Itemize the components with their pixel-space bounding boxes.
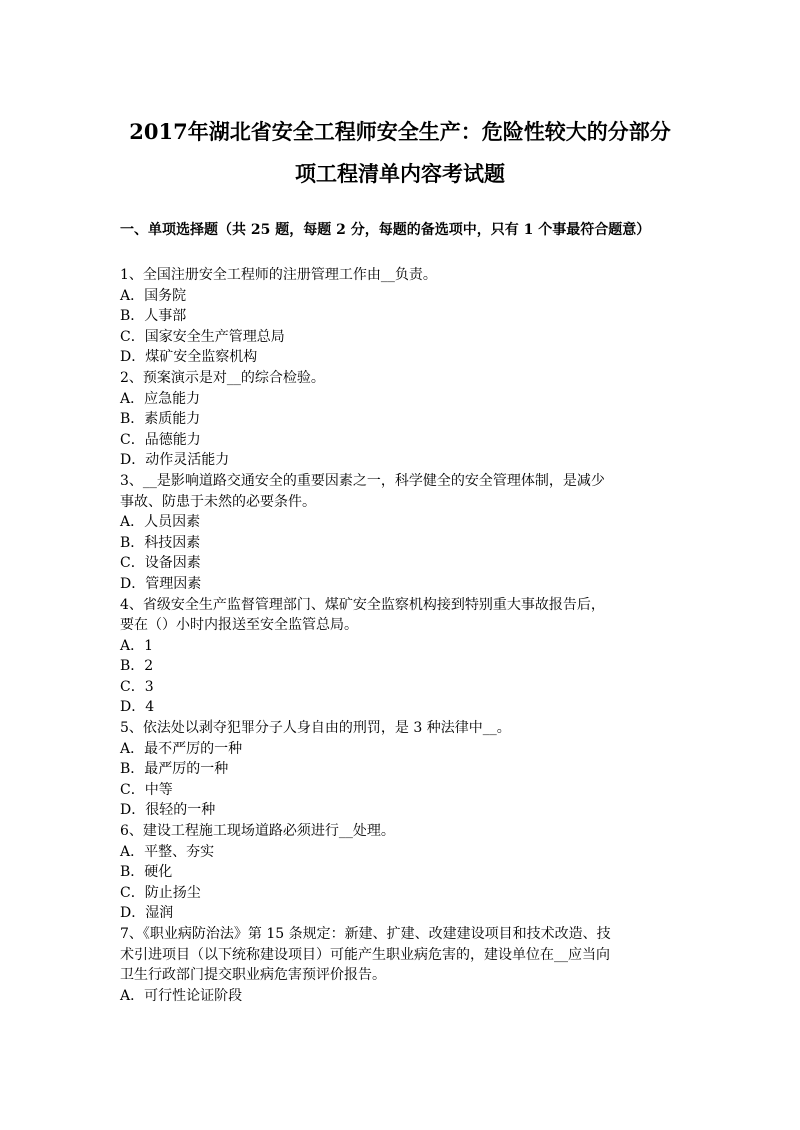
question-3-stem-line-1: 3、__是影响道路交通安全的重要因素之一，科学健全的安全管理体制，是减少 [120,472,605,489]
question-6-option-d: D．湿润 [120,905,174,922]
question-1-option-b: B．人事部 [120,308,187,325]
question-7-stem-line-3: 卫生行政部门提交职业病危害预评价报告。 [120,967,386,984]
question-7-stem-line-2: 术引进项目（以下统称建设项目）可能产生职业病危害的，建设单位在__应当向 [120,946,610,963]
question-1-option-d: D．煤矿安全监察机构 [120,349,258,366]
question-2-stem: 2、预案演示是对__的综合检验。 [120,369,325,386]
question-4-option-c: C．3 [120,678,154,695]
section-heading: 一、单项选择题（共 25 题，每题 2 分，每题的备选项中，只有 1 个事最符合题意） [120,222,651,238]
document-title-line-1: 2017年湖北省安全工程师安全生产：危险性较大的分部分 [129,119,671,144]
question-2-option-b: B．素质能力 [120,411,201,428]
question-list [120,265,690,1006]
question-1-stem: 1、全国注册安全工程师的注册管理工作由__负责。 [120,267,437,283]
question-2-option-d: D．动作灵活能力 [120,452,230,469]
question-5-stem: 5、依法处以剥夺犯罪分子人身自由的刑罚，是 3 种法律中__。 [120,720,511,737]
question-4-stem-line-2: 要在（）小时内报送至安全监管总局。 [120,617,358,634]
question-6-option-b: B．硬化 [120,864,173,881]
question-4-stem-line-1: 4、省级安全生产监督管理部门、煤矿安全监察机构接到特别重大事故报告后， [120,596,605,613]
question-2-option-a: A．应急能力 [120,390,201,407]
question-7-option-a: A．可行性论证阶段 [120,987,243,1004]
question-6-stem: 6、建设工程施工现场道路必须进行__处理。 [120,823,395,840]
question-1-option-a: A．国务院 [120,287,187,304]
question-3-option-b: B．科技因素 [120,534,201,551]
question-3-option-d: D．管理因素 [120,575,202,592]
question-5-option-b: B．最严厉的一种 [120,761,229,778]
question-4-option-b: B．2 [120,658,154,675]
question-6-option-a: A．平整、夯实 [120,843,215,860]
question-4-option-a: A．1 [120,637,154,654]
question-3-stem-line-2: 事故、防患于未然的必要条件。 [120,493,316,510]
question-5-option-c: C．中等 [120,781,173,798]
question-4-option-d: D．4 [120,699,155,716]
question-3-option-a: A．人员因素 [120,514,201,531]
document-title-line-2: 项工程清单内容考试题 [295,161,505,186]
question-5-option-d: D．很轻的一种 [120,802,216,819]
question-3-option-c: C．设备因素 [120,555,201,572]
question-7-stem-line-1: 7、《职业病防治法》第 15 条规定：新建、扩建、改建建设项目和技术改造、技 [120,926,611,942]
question-5-option-a: A．最不严厉的一种 [120,740,243,757]
question-1-option-c: C．国家安全生产管理总局 [120,328,285,345]
question-2-option-c: C．品德能力 [120,431,201,448]
question-6-option-c: C．防止扬尘 [120,884,201,901]
